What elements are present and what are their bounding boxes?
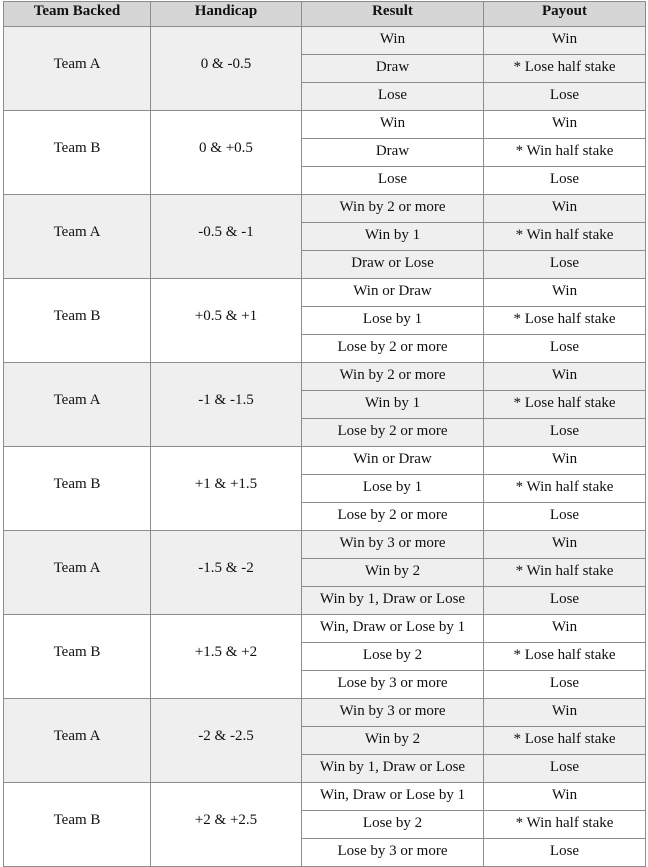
payout-cell: Win xyxy=(484,195,646,223)
table-row xyxy=(4,447,646,475)
result-cell: Win by 1 xyxy=(302,391,484,419)
payout-cell: Win xyxy=(484,363,646,391)
payout-cell: Lose xyxy=(484,251,646,279)
header-result: Result xyxy=(302,2,484,27)
team-backed-cell: Team B xyxy=(4,279,151,363)
result-cell: Lose by 2 or more xyxy=(302,503,484,531)
handicap-cell: -2 & -2.5 xyxy=(151,699,302,783)
handicap-cell: -1 & -1.5 xyxy=(151,363,302,447)
table-row xyxy=(4,783,646,811)
payout-cell: * Win half stake xyxy=(484,475,646,503)
result-cell: Lose by 2 xyxy=(302,811,484,839)
result-cell: Win, Draw or Lose by 1 xyxy=(302,783,484,811)
header-team-backed: Team Backed xyxy=(4,2,151,27)
result-cell: Win by 3 or more xyxy=(302,531,484,559)
handicap-cell: +1 & +1.5 xyxy=(151,447,302,531)
team-backed-cell: Team B xyxy=(4,615,151,699)
result-cell: Lose by 1 xyxy=(302,307,484,335)
table-row xyxy=(4,531,646,559)
payout-cell: * Lose half stake xyxy=(484,727,646,755)
payout-cell: Lose xyxy=(484,335,646,363)
payout-cell: * Lose half stake xyxy=(484,391,646,419)
result-cell: Draw or Lose xyxy=(302,251,484,279)
table-header xyxy=(4,2,646,27)
handicap-group xyxy=(4,27,646,111)
payout-cell: Lose xyxy=(484,419,646,447)
result-cell: Lose by 3 or more xyxy=(302,671,484,699)
payout-cell: Lose xyxy=(484,503,646,531)
header-handicap: Handicap xyxy=(151,2,302,27)
payout-cell: Win xyxy=(484,279,646,307)
payout-cell: Lose xyxy=(484,839,646,867)
handicap-group xyxy=(4,783,646,867)
handicap-cell: -1.5 & -2 xyxy=(151,531,302,615)
result-cell: Win xyxy=(302,27,484,55)
payout-cell: Win xyxy=(484,27,646,55)
handicap-cell: +1.5 & +2 xyxy=(151,615,302,699)
team-backed-cell: Team A xyxy=(4,699,151,783)
result-cell: Win or Draw xyxy=(302,447,484,475)
result-cell: Win, Draw or Lose by 1 xyxy=(302,615,484,643)
team-backed-cell: Team B xyxy=(4,447,151,531)
table-row xyxy=(4,699,646,727)
payout-cell: Win xyxy=(484,783,646,811)
payout-cell: Win xyxy=(484,531,646,559)
payout-cell: * Win half stake xyxy=(484,139,646,167)
handicap-group xyxy=(4,363,646,447)
result-cell: Draw xyxy=(302,55,484,83)
payout-cell: * Win half stake xyxy=(484,223,646,251)
team-backed-cell: Team A xyxy=(4,531,151,615)
handicap-group xyxy=(4,195,646,279)
header-row xyxy=(4,2,646,27)
team-backed-cell: Team A xyxy=(4,195,151,279)
payout-cell: Lose xyxy=(484,671,646,699)
result-cell: Lose by 3 or more xyxy=(302,839,484,867)
table-row xyxy=(4,111,646,139)
payout-cell: Lose xyxy=(484,587,646,615)
table-row xyxy=(4,195,646,223)
handicap-group xyxy=(4,447,646,531)
payout-cell: Win xyxy=(484,615,646,643)
result-cell: Lose by 2 or more xyxy=(302,419,484,447)
result-cell: Win by 1, Draw or Lose xyxy=(302,587,484,615)
result-cell: Win by 3 or more xyxy=(302,699,484,727)
result-cell: Lose by 2 or more xyxy=(302,335,484,363)
payout-cell: Win xyxy=(484,447,646,475)
result-cell: Lose by 2 xyxy=(302,643,484,671)
payout-cell: * Lose half stake xyxy=(484,55,646,83)
handicap-cell: 0 & -0.5 xyxy=(151,27,302,111)
result-cell: Win xyxy=(302,111,484,139)
handicap-payout-table xyxy=(3,1,646,867)
handicap-cell: -0.5 & -1 xyxy=(151,195,302,279)
handicap-group xyxy=(4,699,646,783)
team-backed-cell: Team A xyxy=(4,27,151,111)
result-cell: Win by 1, Draw or Lose xyxy=(302,755,484,783)
payout-cell: Lose xyxy=(484,83,646,111)
result-cell: Win by 2 xyxy=(302,727,484,755)
team-backed-cell: Team A xyxy=(4,363,151,447)
result-cell: Lose xyxy=(302,83,484,111)
header-payout: Payout xyxy=(484,2,646,27)
payout-cell: * Win half stake xyxy=(484,811,646,839)
team-backed-cell: Team B xyxy=(4,783,151,867)
handicap-cell: 0 & +0.5 xyxy=(151,111,302,195)
table-row xyxy=(4,363,646,391)
result-cell: Win by 2 xyxy=(302,559,484,587)
payout-cell: Lose xyxy=(484,755,646,783)
handicap-group xyxy=(4,531,646,615)
payout-cell: * Win half stake xyxy=(484,559,646,587)
result-cell: Draw xyxy=(302,139,484,167)
handicap-cell: +2 & +2.5 xyxy=(151,783,302,867)
handicap-group xyxy=(4,279,646,363)
result-cell: Win by 1 xyxy=(302,223,484,251)
team-backed-cell: Team B xyxy=(4,111,151,195)
table-row xyxy=(4,279,646,307)
payout-cell: * Lose half stake xyxy=(484,643,646,671)
result-cell: Lose by 1 xyxy=(302,475,484,503)
payout-cell: Win xyxy=(484,111,646,139)
payout-cell: Lose xyxy=(484,167,646,195)
table-row xyxy=(4,615,646,643)
handicap-cell: +0.5 & +1 xyxy=(151,279,302,363)
result-cell: Win by 2 or more xyxy=(302,195,484,223)
table-row xyxy=(4,27,646,55)
payout-cell: * Lose half stake xyxy=(484,307,646,335)
result-cell: Win or Draw xyxy=(302,279,484,307)
handicap-group xyxy=(4,615,646,699)
payout-cell: Win xyxy=(484,699,646,727)
result-cell: Win by 2 or more xyxy=(302,363,484,391)
handicap-group xyxy=(4,111,646,195)
result-cell: Lose xyxy=(302,167,484,195)
